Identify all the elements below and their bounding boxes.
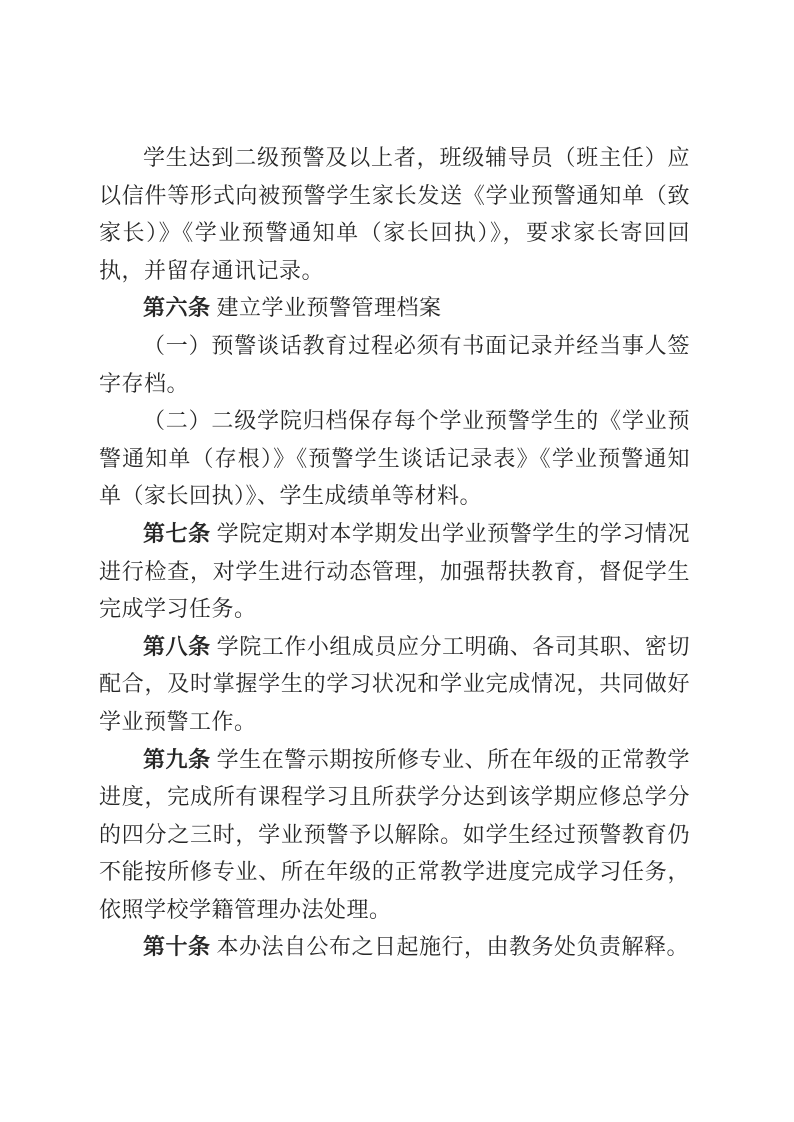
article-number: 第七条 (143, 520, 211, 546)
document-body (99, 139, 690, 966)
paragraph (99, 928, 690, 966)
text-run: 学生在警示期按所修专业、所在年级的正常教学进度，完成所有课程学习且所获学分达到该学期应修总学分的四分之三时，学业预警予以解除。如学生经过预警教育仍不能按所修专业、所在年级的正常教学进度完成学习任务，依照学校学籍管理办法处理。 (99, 746, 690, 922)
paragraph (99, 741, 690, 929)
text-run: （一）预警谈话教育过程必须有书面记录并经当事人签字存档。 (99, 332, 690, 396)
paragraph (99, 289, 690, 327)
article-number: 第六条 (143, 295, 211, 321)
text-run: 学院定期对本学期发出学业预警学生的学习情况进行检查，对学生进行动态管理，加强帮扶教育，督促学生完成学习任务。 (99, 520, 690, 622)
paragraph (99, 515, 690, 628)
text-run: 本办法自公布之日起施行，由教务处负责解释。 (210, 934, 690, 960)
text-run: （二）二级学院归档保存每个学业预警学生的《学业预警通知单（存根）》《预警学生谈话记录表》《学业预警通知单（家长回执）》、学生成绩单等材料。 (99, 408, 690, 509)
paragraph (99, 628, 690, 741)
text-run: 建立学业预警管理档案 (210, 295, 442, 321)
article-number: 第九条 (143, 746, 211, 772)
paragraph (99, 327, 690, 402)
article-number: 第八条 (143, 633, 211, 659)
article-number: 第十条 (143, 934, 211, 960)
paragraph (99, 402, 690, 515)
text-run: 学生达到二级预警及以上者，班级辅导员（班主任）应以信件等形式向被预警学生家长发送《学业预警通知单（致家长）》《学业预警通知单（家长回执）》，要求家长寄回回执，并留存通讯记录。 (99, 145, 690, 283)
text-run: 学院工作小组成员应分工明确、各司其职、密切配合，及时掌握学生的学习状况和学业完成情况，共同做好学业预警工作。 (99, 633, 690, 734)
paragraph (99, 139, 690, 289)
